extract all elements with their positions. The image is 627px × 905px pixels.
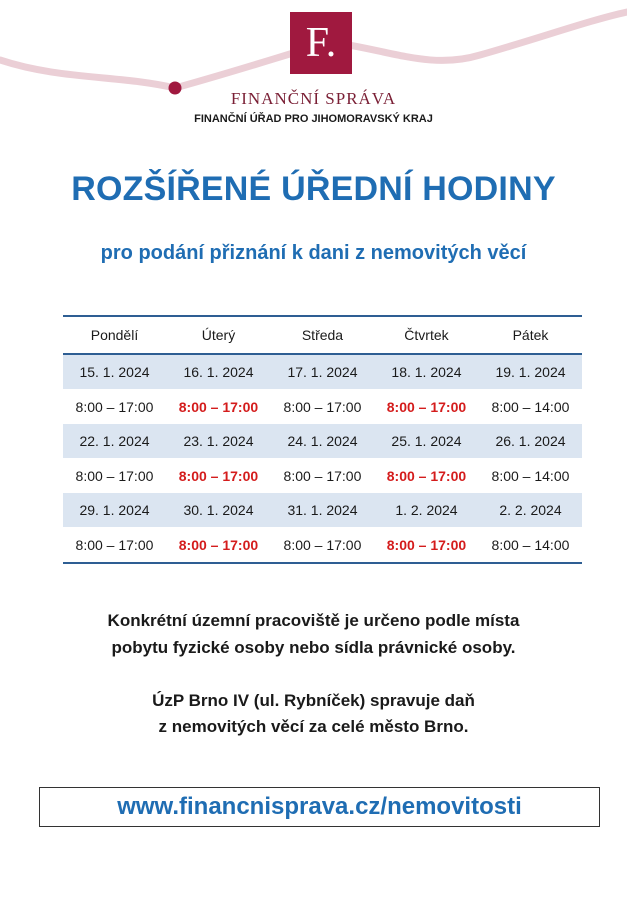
day-header: Úterý <box>166 316 271 354</box>
hours-cell: 8:00 – 17:00 <box>63 459 166 494</box>
info-line: Konkrétní územní pracoviště je určeno podle místa <box>107 611 520 630</box>
table-row <box>63 528 582 564</box>
day-header: Středa <box>271 316 374 354</box>
page-subtitle: pro podání přiznání k dani z nemovitých věcí <box>100 242 527 264</box>
date-cell: 2. 2. 2024 <box>479 493 582 528</box>
date-cell: 22. 1. 2024 <box>63 424 166 459</box>
hours-cell: 8:00 – 17:00 <box>63 528 166 564</box>
date-cell: 16. 1. 2024 <box>166 354 271 390</box>
hours-cell: 8:00 – 14:00 <box>479 459 582 494</box>
date-cell: 26. 1. 2024 <box>479 424 582 459</box>
date-cell: 15. 1. 2024 <box>63 354 166 390</box>
date-cell: 31. 1. 2024 <box>271 493 374 528</box>
date-cell: 24. 1. 2024 <box>271 424 374 459</box>
day-header: Pátek <box>479 316 582 354</box>
office-name: FINANČNÍ ÚŘAD PRO JIHOMORAVSKÝ KRAJ <box>194 113 433 125</box>
schedule-table <box>63 315 582 564</box>
date-cell: 23. 1. 2024 <box>166 424 271 459</box>
info-line: z nemovitých věcí za celé město Brno. <box>158 717 469 736</box>
date-cell: 17. 1. 2024 <box>271 354 374 390</box>
hours-cell-highlighted: 8:00 – 17:00 <box>374 459 479 494</box>
date-cell: 30. 1. 2024 <box>166 493 271 528</box>
hours-cell: 8:00 – 17:00 <box>271 528 374 564</box>
date-cell: 1. 2. 2024 <box>374 493 479 528</box>
day-header: Pondělí <box>63 316 166 354</box>
info-line: pobytu fyzické osoby nebo sídla právnické osoby. <box>111 638 516 657</box>
page-title: ROZŠÍŘENÉ ÚŘEDNÍ HODINY <box>71 170 556 208</box>
date-cell: 18. 1. 2024 <box>374 354 479 390</box>
date-cell: 25. 1. 2024 <box>374 424 479 459</box>
hours-cell: 8:00 – 17:00 <box>271 390 374 425</box>
brand-name: FINANČNÍ SPRÁVA <box>230 89 397 108</box>
hours-cell-highlighted: 8:00 – 17:00 <box>374 528 479 564</box>
table-row <box>63 424 582 459</box>
date-cell: 29. 1. 2024 <box>63 493 166 528</box>
website-link[interactable]: www.financnisprava.cz/nemovitosti <box>39 787 600 827</box>
hours-cell-highlighted: 8:00 – 17:00 <box>166 528 271 564</box>
table-row <box>63 493 582 528</box>
hours-cell: 8:00 – 14:00 <box>479 528 582 564</box>
table-row <box>63 354 582 390</box>
date-cell: 19. 1. 2024 <box>479 354 582 390</box>
table-header-row <box>63 316 582 354</box>
hours-cell-highlighted: 8:00 – 17:00 <box>166 390 271 425</box>
table-row <box>63 390 582 425</box>
info-line: ÚzP Brno IV (ul. Rybníček) spravuje daň <box>152 691 475 710</box>
hours-cell-highlighted: 8:00 – 17:00 <box>374 390 479 425</box>
logo: F. <box>290 12 352 74</box>
header <box>0 0 627 135</box>
table-row <box>63 459 582 494</box>
hours-cell-highlighted: 8:00 – 17:00 <box>166 459 271 494</box>
hours-cell: 8:00 – 14:00 <box>479 390 582 425</box>
day-header: Čtvrtek <box>374 316 479 354</box>
hours-cell: 8:00 – 17:00 <box>63 390 166 425</box>
hours-cell: 8:00 – 17:00 <box>271 459 374 494</box>
